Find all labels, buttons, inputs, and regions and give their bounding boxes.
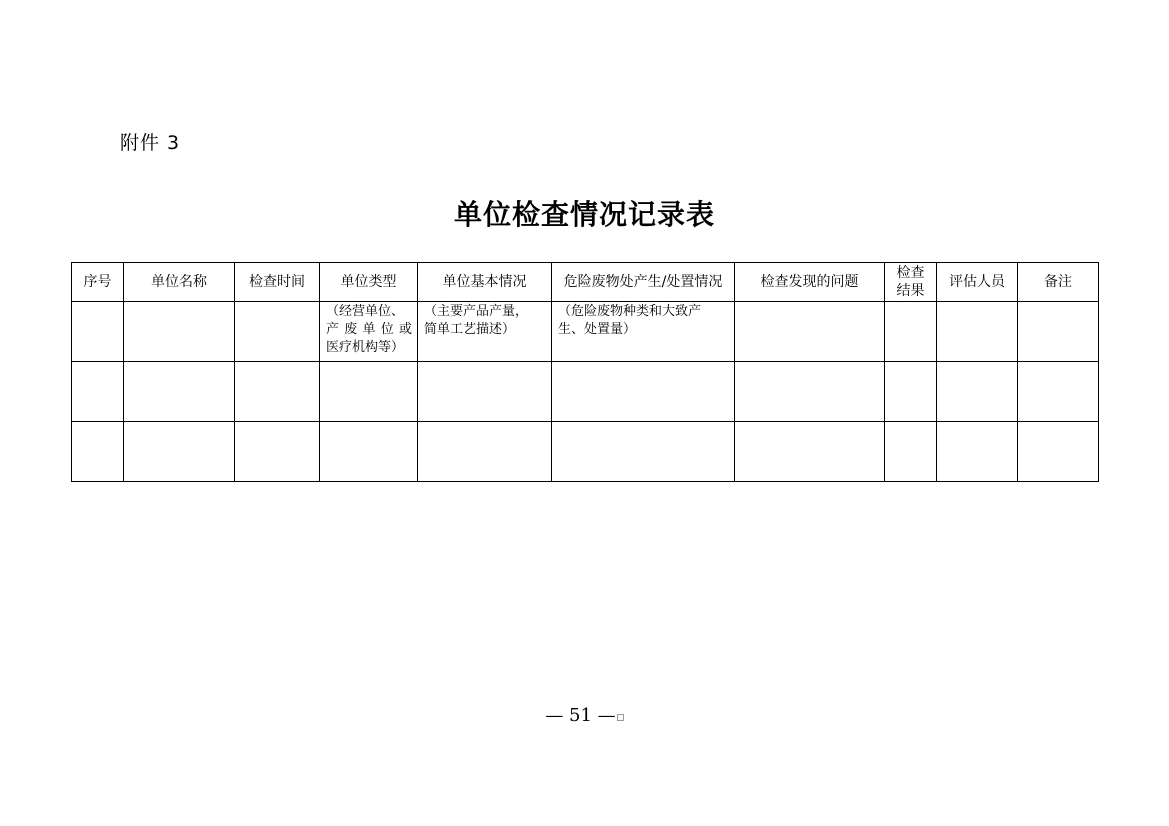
table-row — [72, 302, 1099, 362]
cell-unit-name — [124, 302, 235, 362]
cell-unit-name — [124, 422, 235, 482]
cell-issues-found — [735, 362, 885, 422]
header-unit-basic: 单位基本情况 — [418, 263, 552, 302]
header-check-result-line2: 结果 — [896, 283, 925, 299]
header-check-result-line1: 检查 — [896, 265, 925, 281]
header-check-time: 检查时间 — [235, 263, 320, 302]
cell-hazard-waste-note — [552, 302, 735, 362]
header-issues-found: 检查发现的问题 — [735, 263, 885, 302]
hazard-waste-note-line1: （危险废物种类和大致产 — [558, 304, 702, 319]
cell-evaluator — [937, 302, 1018, 362]
cell-seq — [72, 422, 124, 482]
header-seq: 序号 — [72, 263, 124, 302]
cell-remarks — [1018, 362, 1099, 422]
header-unit-type: 单位类型 — [320, 263, 418, 302]
cell-unit-type — [320, 362, 418, 422]
table-row — [72, 362, 1099, 422]
page-number: — 51 — — [545, 705, 616, 726]
cell-unit-type-note — [320, 302, 418, 362]
header-unit-name: 单位名称 — [124, 263, 235, 302]
unit-type-note-line1: （经营单位、 — [326, 304, 405, 319]
cell-check-time — [235, 302, 320, 362]
cell-unit-basic-note — [418, 302, 552, 362]
header-hazard-waste: 危险废物处产生/处置情况 — [552, 263, 735, 302]
hazard-waste-note-line2: 生、处置量） — [558, 322, 637, 337]
table-header-row — [72, 263, 1099, 302]
placeholder-box-icon — [617, 714, 624, 721]
page-footer — [0, 705, 1169, 726]
cell-unit-name — [124, 362, 235, 422]
attachment-label: 附件 3 — [120, 132, 181, 154]
unit-type-note-line3: 医疗机构等） — [326, 340, 405, 355]
cell-evaluator — [937, 422, 1018, 482]
cell-remarks — [1018, 422, 1099, 482]
cell-unit-type — [320, 422, 418, 482]
cell-check-time — [235, 422, 320, 482]
cell-evaluator — [937, 362, 1018, 422]
cell-seq — [72, 302, 124, 362]
unit-basic-note-line2: 简单工艺描述） — [424, 322, 516, 337]
cell-hazard-waste — [552, 422, 735, 482]
table-row — [72, 422, 1099, 482]
unit-basic-note-line1: （主要产品产量， — [424, 304, 529, 319]
cell-issues-found — [735, 422, 885, 482]
record-table — [71, 262, 1099, 482]
cell-check-time — [235, 362, 320, 422]
cell-remarks — [1018, 302, 1099, 362]
unit-type-note-line2: 产废单位或 — [326, 322, 412, 337]
cell-check-result — [885, 362, 937, 422]
cell-check-result — [885, 302, 937, 362]
cell-seq — [72, 362, 124, 422]
cell-check-result — [885, 422, 937, 482]
header-remarks: 备注 — [1018, 263, 1099, 302]
page-title: 单位检查情况记录表 — [453, 198, 715, 231]
header-evaluator: 评估人员 — [937, 263, 1018, 302]
cell-issues-found — [735, 302, 885, 362]
cell-unit-basic — [418, 422, 552, 482]
cell-unit-basic — [418, 362, 552, 422]
header-check-result — [885, 263, 937, 302]
cell-hazard-waste — [552, 362, 735, 422]
